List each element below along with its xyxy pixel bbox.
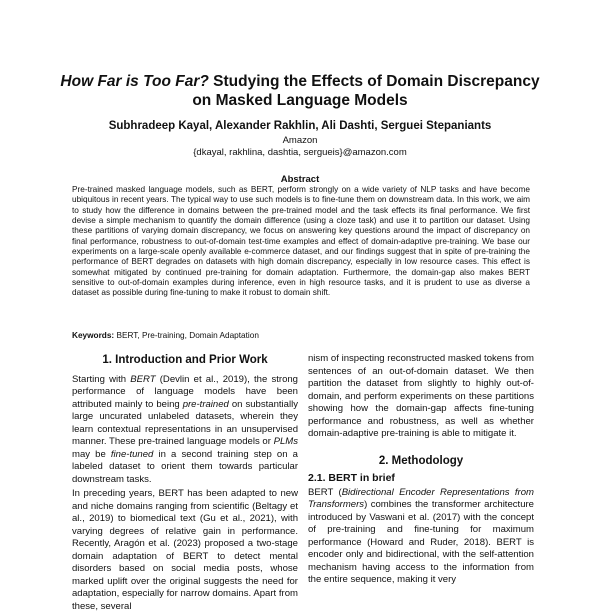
section-2-heading: 2. Methodology bbox=[378, 454, 464, 467]
text-run: in a second training step on a labeled dataset to orient them towards particular downstream tasks. bbox=[72, 448, 298, 485]
abstract-heading: Abstract bbox=[280, 174, 320, 185]
text-run: Starting with bbox=[72, 373, 131, 385]
text-run: BERT ( bbox=[308, 486, 342, 498]
text-run-italic: BERT bbox=[130, 373, 156, 385]
subsection-2-1-heading: 2.1. BERT in brief bbox=[308, 472, 395, 484]
abstract-text: Pre-trained masked language models, such as BERT, perform strongly on a wide variety of NLP tasks and have become ubiquitous in recent years. The typical way to use such models is to fine-tune them on downstream data. In this work, we aim to study how the difference in domains between the pre-trained model and the task effects its final performance. We first devise a simple mechanism to quantify the domain difference (using a cloze task) and use it to partition our dataset. Using these partitions of varying domain discrepancy, we focus on answering key questions around the impact of discrepancy on final performance, robustness to out-of-domain test-time examples and effect of domain-adaptive pre-training. We base our experiments on a large-scale openly available e-commerce dataset, and our findings suggest that in spite of pre-training the performance of BERT degrades on datasets with high domain discrepancy, especially in low resource cases. This effect is somewhat mitigated by continued pre-training for domain adaptation. Furthermore, the domain-gap also makes BERT sensitive to out-of-domain examples during inference, even in high resource tasks, and it is prudent to use as diverse a dataset as possible during fine-tuning to make it robust to domain shift. bbox=[72, 185, 530, 298]
section-1-continuation: nism of inspecting reconstructed masked tokens from sentences of an out-of-domain dataset. We then partition the dataset from slightly to highly out-of-domain, and perform experiments on these partitions showing how the domain-gap affects fine-tuning performance and robustness, as well as whether domain-adaptive pre-training is able to mitigate it. bbox=[308, 353, 534, 439]
text-run: (Devlin et al., 2019), the strong performance of language models have been attributed mainly to being bbox=[72, 373, 298, 410]
subsection-2-1-paragraph bbox=[308, 487, 534, 587]
text-run-italic: PLMs bbox=[273, 436, 298, 447]
paper-email: {dkayal, rakhlina, dashtia, sergueis}@amazon.com bbox=[193, 147, 407, 158]
text-run-italic: pre-trained bbox=[182, 398, 229, 410]
paper-title-italic: How Far is Too Far? bbox=[60, 73, 209, 90]
text-run-italic: Bidirectional Encoder Representations from Transformers bbox=[308, 486, 535, 510]
text-run-italic: fine-tuned bbox=[110, 448, 154, 460]
section-1-heading: 1. Introduction and Prior Work bbox=[102, 354, 268, 366]
text-run: may be bbox=[72, 448, 111, 460]
keywords-label: Keywords: bbox=[72, 331, 115, 340]
left-column bbox=[72, 353, 298, 615]
paper-authors: Subhradeep Kayal, Alexander Rakhlin, Ali Dashti, Serguei Stepaniants bbox=[108, 120, 492, 132]
right-column bbox=[308, 353, 534, 589]
paper-title-rest: Studying the Effects of Domain Discrepancy on Masked Language Models bbox=[192, 73, 540, 109]
paper-title bbox=[60, 72, 540, 110]
text-run: on substantially large uncurated unlabeled datasets, wherein they learn contextual representations in an unsupervised manner. These pre-trained language models or bbox=[72, 398, 298, 447]
text-run: ) combines the transformer architecture introduced by Vaswani et al. (2017) with the concept of pre-training and fine-tuning for maximum performance (Howard and Ruder, 2018). BERT is encoder only and bidirectional, with the self-attention mechanism having access to the information from the entire sequence, making it very bbox=[308, 499, 534, 585]
section-1-paragraph-1 bbox=[72, 374, 298, 487]
keywords bbox=[72, 331, 530, 340]
paper-affiliation: Amazon bbox=[282, 135, 318, 146]
keywords-text: BERT, Pre-training, Domain Adaptation bbox=[114, 331, 259, 340]
section-1-paragraph-2: In preceding years, BERT has been adapted to new and niche domains ranging from scientific (Beltagy et al., 2019) to biomedical text (Gu et al., 2021), with varying degrees of relative gain in performance. Recently, Aragón et al. (2023) proposed a two-stage domain adaptation of BERT to detect mental disorders based on social media posts, whose marked uplift over the original suggests the need for adaptation, especially for narrow domains. Apart from these, several bbox=[72, 488, 298, 612]
